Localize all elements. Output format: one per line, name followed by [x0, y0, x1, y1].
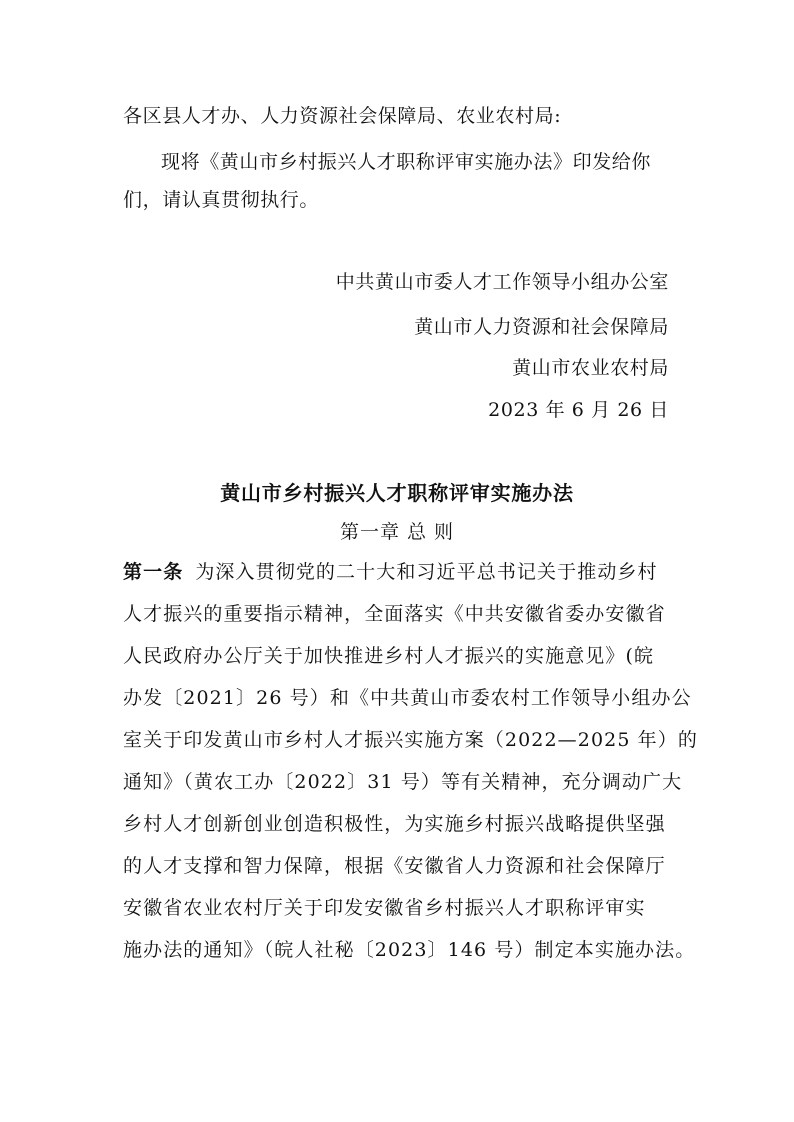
chapter-heading: 第一章 总 则 [339, 521, 455, 543]
article-first-line [123, 560, 658, 584]
article-label: 第一条 [123, 561, 184, 583]
article-text-line: 安徽省农业农村厅关于印发安徽省乡村振兴人才职称评审实 [123, 897, 646, 919]
issuer-signature: 黄山市人力资源和社会保障局 [414, 316, 669, 338]
issuer-signature: 黄山市农业农村局 [512, 357, 669, 379]
addressee-line: 各区县人才办、人力资源社会保障局、农业农村局: [123, 105, 562, 127]
article-text-line: 办发〔2021〕26 号）和《中共黄山市委农村工作领导小组办公 [123, 687, 692, 709]
article-text-line: 人才振兴的重要指示精神，全面落实《中共安徽省委办安徽省 [123, 603, 666, 625]
document-title: 黄山市乡村振兴人才职称评审实施办法 [220, 481, 574, 505]
notice-body-line: 们，请认真贯彻执行。 [123, 189, 320, 211]
article-text-line: 的人才支撑和智力保障，根据《安徽省人力资源和社会保障厅 [123, 855, 666, 877]
notice-body-line: 现将《黄山市乡村振兴人才职称评审实施办法》印发给你 [161, 151, 652, 173]
issue-date: 2023 年 6 月 26 日 [488, 399, 669, 421]
article-text-line: 室关于印发黄山市乡村人才振兴实施方案（2022—2025 年）的 [123, 729, 698, 751]
article-text-line: 施办法的通知》（皖人社秘〔2023〕146 号）制定本实施办法。 [123, 939, 696, 961]
article-text-line: 通知》（黄农工办〔2022〕31 号）等有关精神，充分调动广大 [123, 771, 683, 793]
article-text-line: 人民政府办公厅关于加快推进乡村人才振兴的实施意见》(皖 [123, 645, 655, 667]
article-text-line: 乡村人才创新创业创造积极性，为实施乡村振兴战略提供坚强 [123, 813, 666, 835]
article-text: 为深入贯彻党的二十大和习近平总书记关于推动乡村 [195, 561, 658, 583]
issuer-signature: 中共黄山市委人才工作领导小组办公室 [335, 271, 669, 293]
